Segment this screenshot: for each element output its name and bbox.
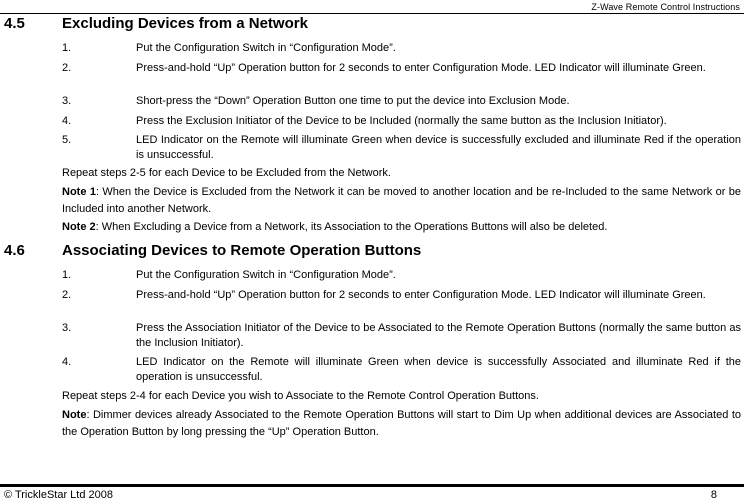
step-text: LED Indicator on the Remote will illuminate Green when device is successfully excluded and illuminate Red if the operation is unsuccessful. bbox=[136, 134, 741, 161]
step-number: 3. bbox=[62, 95, 72, 107]
running-header: Z-Wave Remote Control Instructions bbox=[591, 2, 740, 12]
page-number: 8 bbox=[710, 489, 717, 501]
step-number: 4. bbox=[62, 356, 72, 368]
step-number: 3. bbox=[62, 322, 72, 334]
repeat-instruction: Repeat steps 2-5 for each Device to be Excluded from the Network. bbox=[62, 167, 391, 179]
note-label: Note 2 bbox=[62, 221, 96, 233]
step-text: LED Indicator on the Remote will illuminate Green when device is successfully Associated and illuminate Red if the operation is unsuccessful. bbox=[136, 356, 741, 383]
note bbox=[62, 407, 741, 441]
step-number: 2. bbox=[62, 62, 72, 74]
step-text: Put the Configuration Switch in “Configuration Mode”. bbox=[136, 42, 396, 54]
note-text: : Dimmer devices already Associated to the Remote Operation Buttons will start to Dim Up when additional devices are Associated to the Operation Button by long pressing the “Up” Operation Button. bbox=[62, 409, 741, 438]
section-number: 4.6 bbox=[4, 242, 25, 259]
copyright: © TrickleStar Ltd 2008 bbox=[4, 489, 113, 501]
note-1 bbox=[62, 184, 741, 218]
step-text: Press-and-hold “Up” Operation button for 2 seconds to enter Configuration Mode. LED Indicator will illuminate Green. bbox=[136, 62, 706, 74]
step-text: Press the Association Initiator of the Device to be Associated to the Remote Operation Buttons (normally the same button as the Inclusion Initiator). bbox=[136, 322, 741, 349]
step-text: Press-and-hold “Up” Operation button for 2 seconds to enter Configuration Mode. LED Indicator will illuminate Green. bbox=[136, 289, 706, 301]
note-text: : When the Device is Excluded from the Network it can be moved to another location and be re-Included to the same Network or be Included into another Network. bbox=[62, 186, 741, 215]
repeat-instruction: Repeat steps 2-4 for each Device you wish to Associate to the Remote Control Operation Buttons. bbox=[62, 390, 539, 402]
header-divider bbox=[0, 13, 744, 14]
note-label: Note 1 bbox=[62, 186, 96, 198]
step-text: Press the Exclusion Initiator of the Device to be Included (normally the same button as the Inclusion Initiator). bbox=[136, 115, 667, 127]
step-number: 5. bbox=[62, 134, 72, 146]
step-number: 4. bbox=[62, 115, 72, 127]
step-text: Short-press the “Down” Operation Button one time to put the device into Exclusion Mode. bbox=[136, 95, 570, 107]
note-2 bbox=[62, 219, 741, 236]
note-label: Note bbox=[62, 409, 87, 421]
step-number: 1. bbox=[62, 42, 72, 54]
step-text: Put the Configuration Switch in “Configuration Mode”. bbox=[136, 269, 396, 281]
section-number: 4.5 bbox=[4, 15, 25, 32]
step-number: 2. bbox=[62, 289, 72, 301]
footer-divider bbox=[0, 484, 744, 487]
section-title: Associating Devices to Remote Operation Buttons bbox=[62, 242, 422, 259]
step-number: 1. bbox=[62, 269, 72, 281]
section-title: Excluding Devices from a Network bbox=[62, 15, 308, 32]
note-text: : When Excluding a Device from a Network, its Association to the Operations Buttons will also be deleted. bbox=[95, 221, 608, 233]
